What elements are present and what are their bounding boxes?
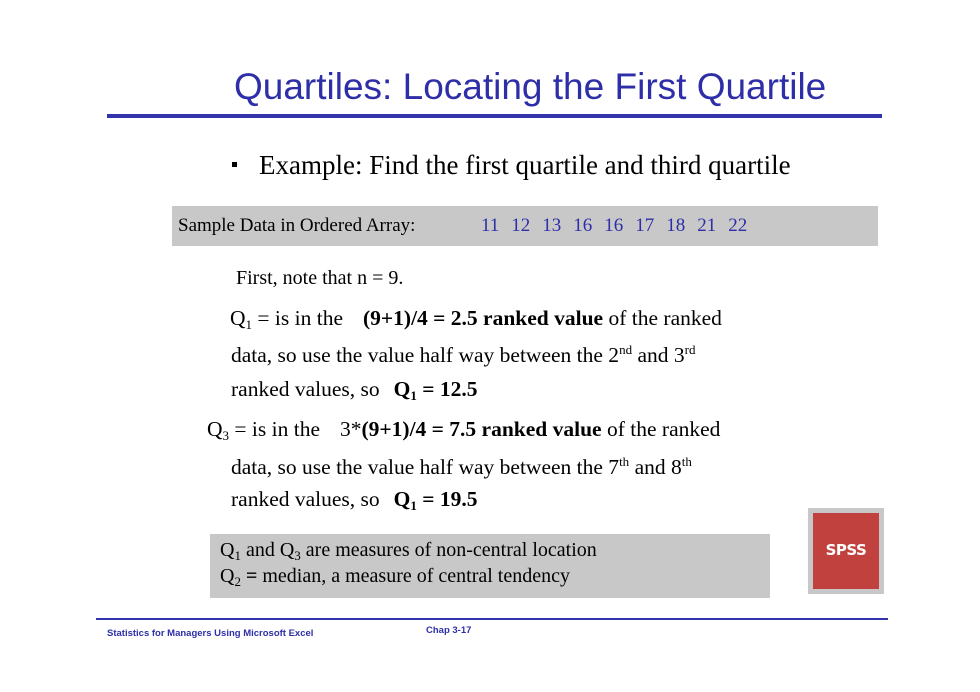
data-value: 22 [728, 215, 748, 236]
summary-line-1: $Q_1$ and $Q_3$ are measures of non-central location [220, 539, 597, 563]
data-value: 16 [604, 215, 624, 236]
footer-course-title: Statistics for Managers Using Microsoft Excel [107, 628, 314, 639]
summary-note-box [210, 534, 770, 598]
spss-logo-text: SPSS [825, 541, 867, 559]
data-value: 13 [542, 215, 562, 236]
title-underline [107, 114, 882, 118]
sample-data-label: Sample Data in Ordered Array: [178, 215, 416, 236]
sample-data-values [481, 215, 759, 237]
summary-line-2: $Q_2$ = median, a measure of central tendency [220, 565, 570, 589]
q1-line-2: data, so use the value half way between the 2nd and 3rd [231, 342, 696, 367]
data-value: 21 [697, 215, 717, 236]
slide-title: Quartiles: Locating the First Quartile [234, 66, 827, 107]
spss-logo-tile [813, 513, 879, 589]
q3-line-2: data, so use the value half way between the 7th and 8th [231, 454, 692, 479]
bullet-text: Example: Find the first quartile and third quartile [259, 150, 791, 180]
data-value: 17 [635, 215, 655, 236]
q1-line-1: $Q_1$ = is in the (9+1)/4 = 2.5 ranked value of the ranked [230, 306, 722, 332]
bullet-item [232, 150, 791, 181]
footer-slide-number: Chap 3-17 [426, 625, 472, 636]
data-value: 12 [511, 215, 531, 236]
q1-line-3: ranked values, so $Q_1 = 12.5$ [231, 377, 478, 403]
sample-data-box [172, 206, 878, 246]
n-note: First, note that n = 9. [236, 267, 404, 289]
data-value: 18 [666, 215, 686, 236]
q3-line-3: ranked values, so $Q_1 = 19.5$ [231, 487, 478, 513]
q3-line-1: $Q_3$ = is in the 3*(9+1)/4 = 7.5 ranked value of the ranked [207, 417, 721, 443]
data-value: 16 [573, 215, 593, 236]
bullet-square-icon [232, 162, 237, 167]
data-value: 11 [481, 215, 500, 236]
spss-logo-icon[interactable] [808, 508, 884, 594]
footer-divider [96, 618, 888, 620]
